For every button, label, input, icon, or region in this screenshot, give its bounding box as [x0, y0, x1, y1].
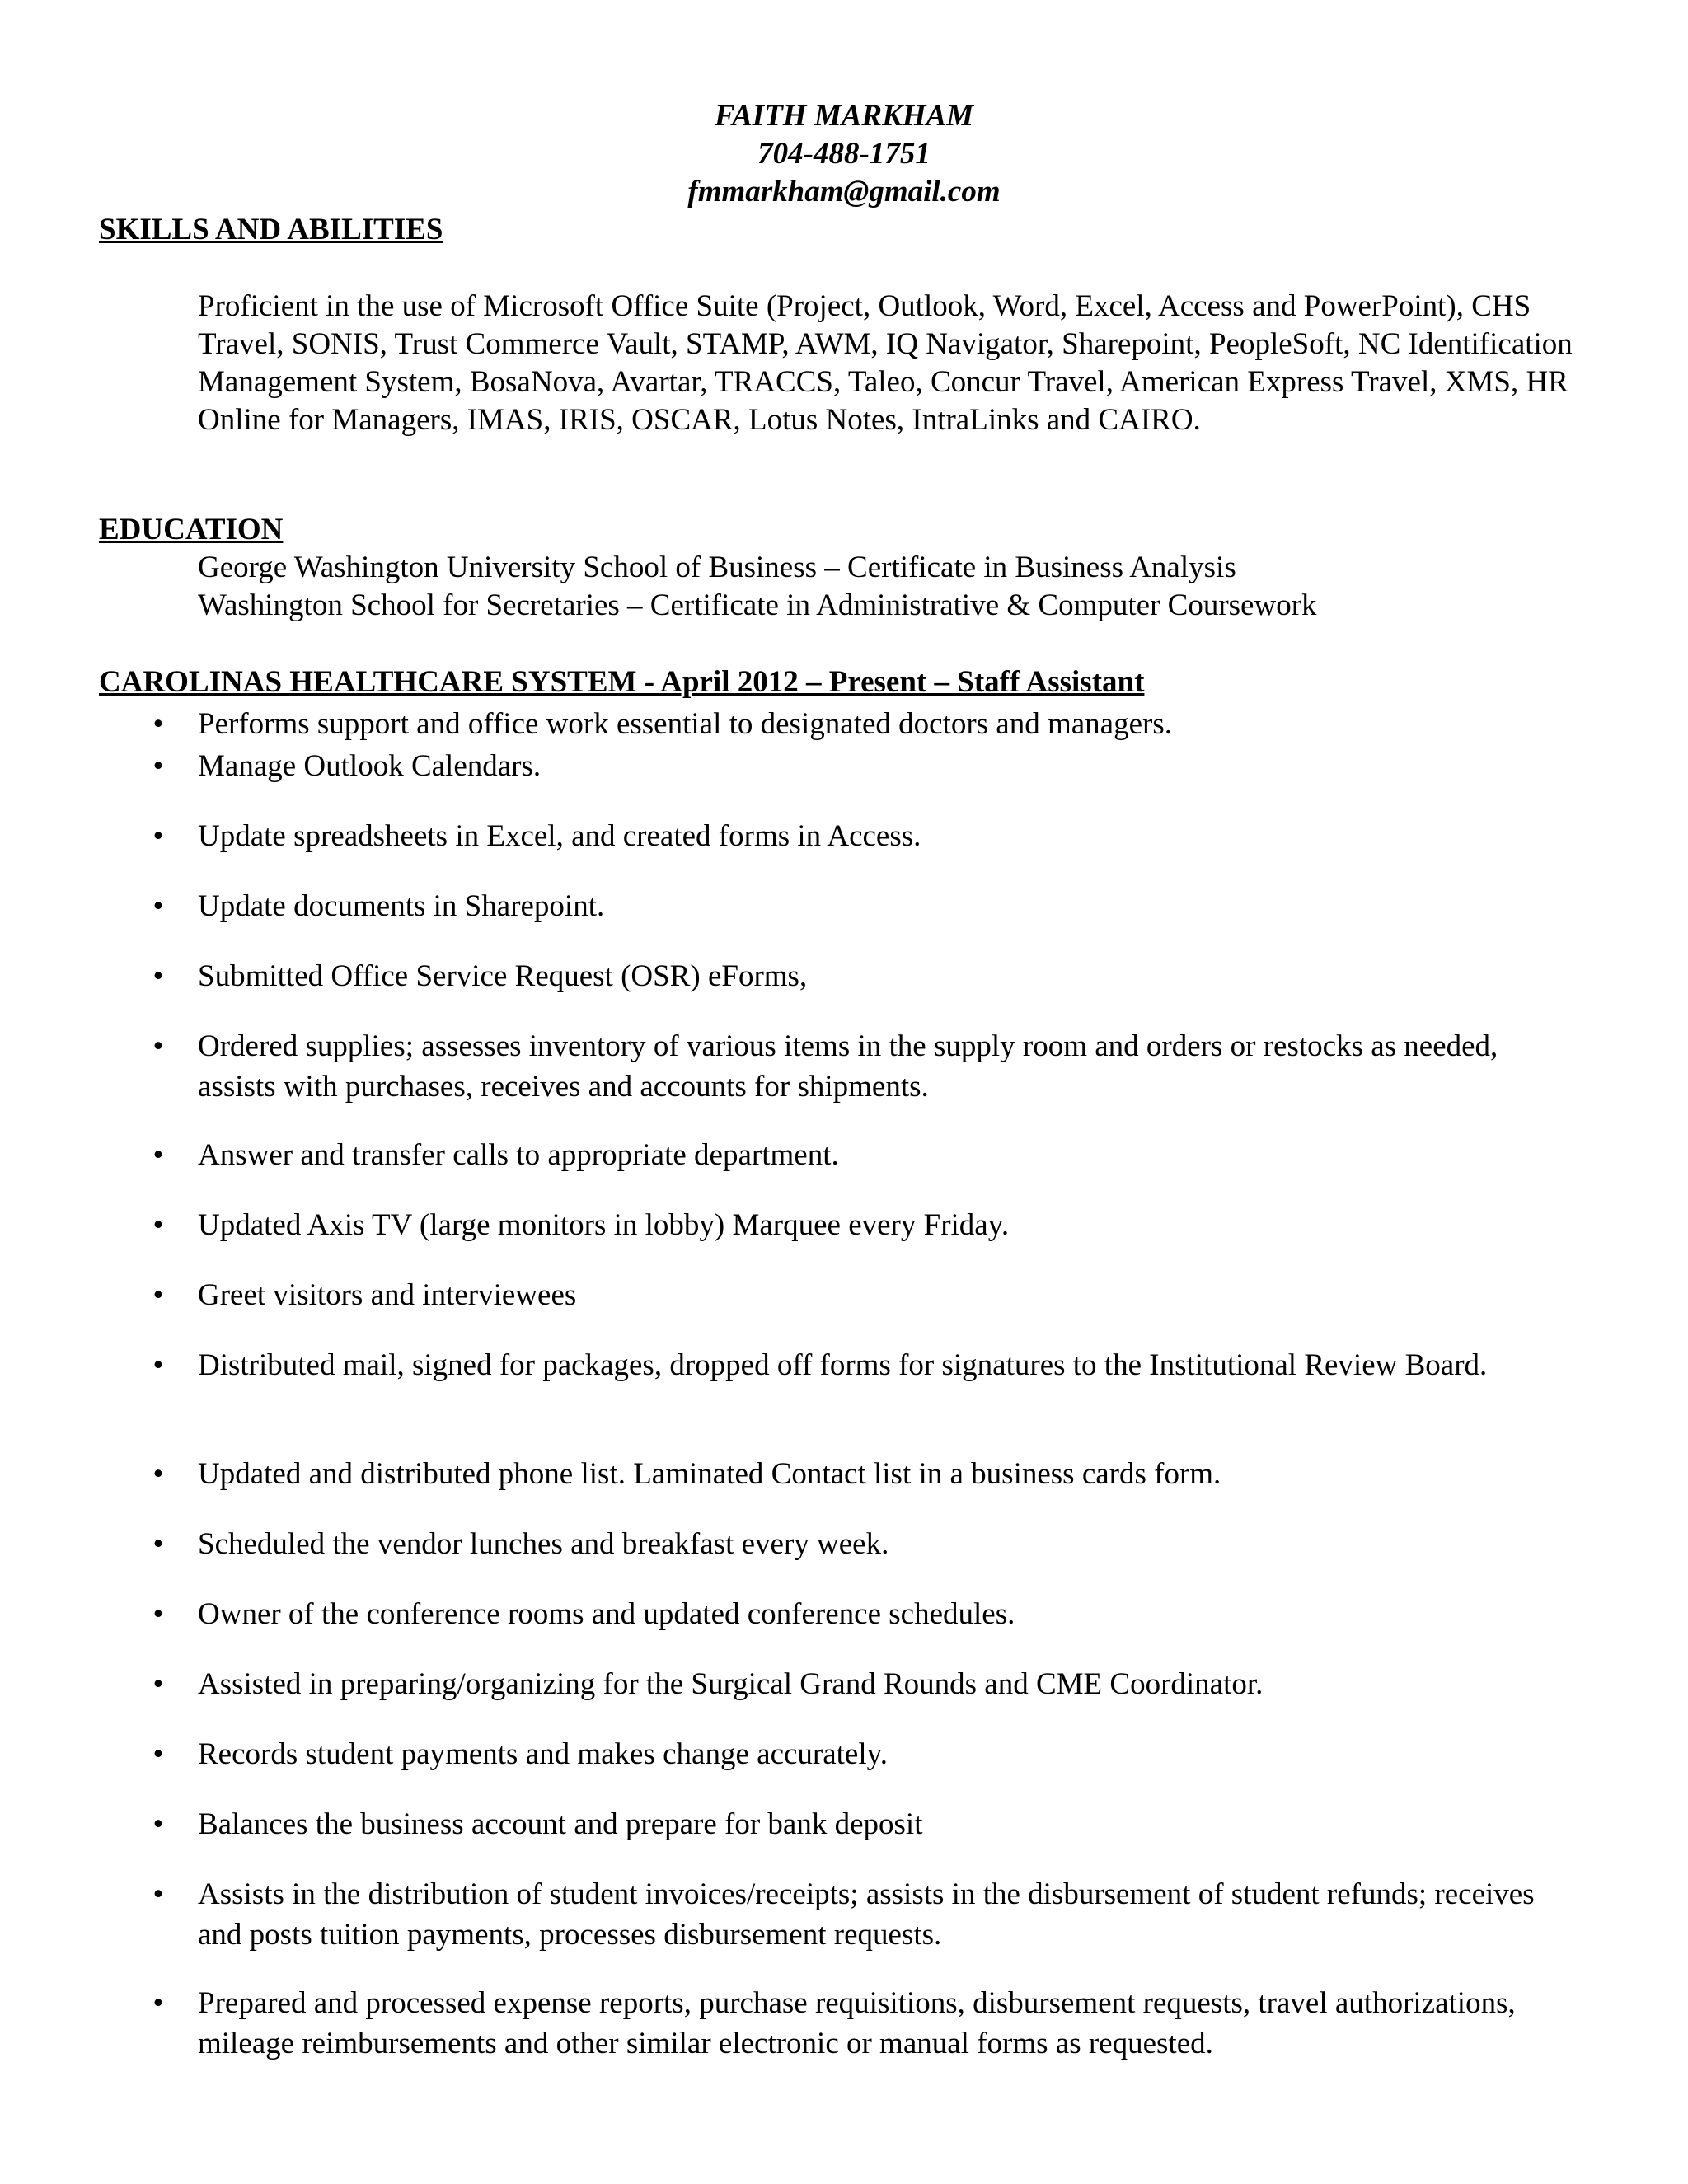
- bullet-text: Assists in the distribution of student invoices/receipts; assists in the disbursement of student refunds; receives and posts tuition payments, processes disbursement requests.: [198, 1877, 1535, 1952]
- bullet-text: Update documents in Sharepoint.: [198, 889, 605, 923]
- bullet-icon: •: [152, 889, 164, 923]
- skills-heading: SKILLS AND ABILITIES: [99, 213, 443, 246]
- bullet-text: Submitted Office Service Request (OSR) eForms,: [198, 959, 808, 993]
- education-line-1: George Washington University School of Business – Certificate in Business Analysis: [198, 551, 1236, 584]
- bullet-icon: •: [152, 1597, 164, 1631]
- bullet-icon: •: [152, 1877, 164, 1911]
- bullet-text: Answer and transfer calls to appropriate department.: [198, 1138, 839, 1172]
- bullet-icon: •: [152, 707, 164, 741]
- bullet-text: Updated and distributed phone list. Laminated Contact list in a business cards form.: [198, 1457, 1221, 1491]
- bullet-icon: •: [152, 1138, 164, 1172]
- bullet-text: Update spreadsheets in Excel, and created forms in Access.: [198, 819, 921, 853]
- bullet-text: Updated Axis TV (large monitors in lobby) Marquee every Friday.: [198, 1208, 1010, 1242]
- bullet-text: Scheduled the vendor lunches and breakfast every week.: [198, 1527, 889, 1561]
- bullet-icon: •: [152, 1457, 164, 1491]
- candidate-name: FAITH MARKHAM: [714, 99, 974, 133]
- bullet-icon: •: [152, 1667, 164, 1701]
- resume-header: [0, 97, 1688, 211]
- bullet-text: Performs support and office work essential to designated doctors and managers.: [198, 707, 1172, 741]
- bullet-text: Assisted in preparing/organizing for the Surgical Grand Rounds and CME Coordinator.: [198, 1667, 1264, 1701]
- bullet-text: Balances the business account and prepare for bank deposit: [198, 1807, 923, 1841]
- bullet-text: Ordered supplies; assesses inventory of various items in the supply room and orders or restocks as needed, assists with purchases, receives and accounts for shipments.: [198, 1029, 1498, 1104]
- bullet-icon: •: [152, 1278, 164, 1312]
- bullet-text: Prepared and processed expense reports, purchase requisitions, disbursement requests, travel authorizations, mileage reimbursements and other similar electronic or manual forms as requested.: [198, 1986, 1516, 2060]
- bullet-icon: •: [152, 749, 164, 783]
- bullet-text: Owner of the conference rooms and updated conference schedules.: [198, 1597, 1015, 1631]
- job-heading: CAROLINAS HEALTHCARE SYSTEM - April 2012 – Present – Staff Assistant: [99, 665, 1145, 699]
- bullet-icon: •: [152, 1737, 164, 1771]
- bullet-text: Records student payments and makes change accurately.: [198, 1737, 888, 1771]
- bullet-icon: •: [152, 1986, 164, 2020]
- bullet-text: Distributed mail, signed for packages, dropped off forms for signatures to the Institutional Review Board.: [198, 1348, 1488, 1382]
- bullet-text: Manage Outlook Calendars.: [198, 749, 542, 783]
- bullet-icon: •: [152, 819, 164, 853]
- bullet-icon: •: [152, 1527, 164, 1561]
- bullet-icon: •: [152, 1348, 164, 1382]
- education-heading: EDUCATION: [99, 513, 284, 546]
- bullet-icon: •: [152, 1807, 164, 1841]
- bullet-icon: •: [152, 1029, 164, 1063]
- candidate-phone: 704-488-1751: [757, 137, 931, 171]
- candidate-email: fmmarkham@gmail.com: [687, 175, 1001, 209]
- bullet-icon: •: [152, 1208, 164, 1242]
- bullet-text: Greet visitors and interviewees: [198, 1278, 577, 1312]
- bullet-icon: •: [152, 959, 164, 993]
- education-line-2: Washington School for Secretaries – Certificate in Administrative & Computer Coursework: [198, 588, 1317, 622]
- skills-paragraph: Proficient in the use of Microsoft Office Suite (Project, Outlook, Word, Excel, Access and PowerPoint), CHS Travel, SONIS, Trust Commerce Vault, STAMP, AWM, IQ Navigator, Sharepoint, PeopleSoft, NC Identification Management System, BosaNova, Avartar, TRACCS, Taleo, Concur Travel, American Express Travel, XMS, HR Online for Managers, IMAS, IRIS, OSCAR, Lotus Notes, IntraLinks and CAIRO.: [198, 289, 1573, 437]
